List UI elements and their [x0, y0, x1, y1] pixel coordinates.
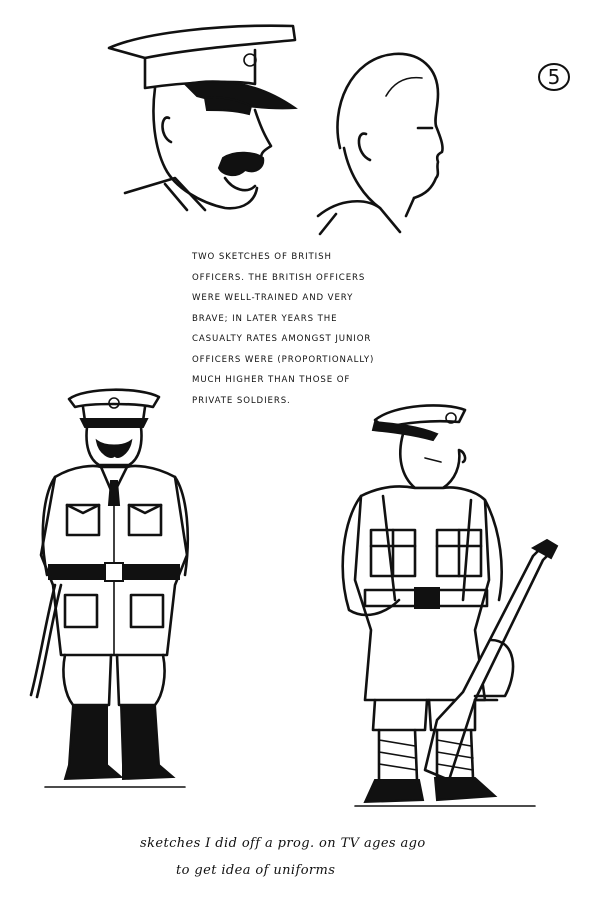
caption-line: BRAVE; IN LATER YEARS THE — [192, 313, 338, 324]
caption-line: MUCH HIGHER THAN THOSE OF — [192, 375, 351, 385]
officer-head-profile-icon — [310, 48, 450, 238]
caption-text-block — [192, 247, 402, 411]
handwritten-note-line-1: sketches I did off a prog. on TV ages ago — [140, 836, 426, 851]
page-number-badge — [537, 62, 571, 92]
soldier-with-rifle-icon — [325, 400, 565, 810]
caption-line: OFFICERS WERE (PROPORTIONALLY) — [192, 354, 375, 365]
caption-line: CASUALTY RATES AMONGST JUNIOR — [192, 334, 372, 344]
caption-line: PRIVATE SOLDIERS. — [192, 395, 291, 406]
officer-head-with-cap-icon — [105, 18, 305, 213]
caption-line: WERE WELL-TRAINED AND VERY — [192, 293, 354, 303]
standing-officer-icon — [25, 385, 200, 795]
caption-line: TWO SKETCHES OF BRITISH — [192, 252, 332, 262]
caption-line: OFFICERS. THE BRITISH OFFICERS — [192, 272, 366, 283]
handwritten-note-line-2: to get idea of uniforms — [176, 863, 336, 878]
page-number: 5 — [547, 65, 561, 89]
handwritten-note — [140, 830, 480, 884]
